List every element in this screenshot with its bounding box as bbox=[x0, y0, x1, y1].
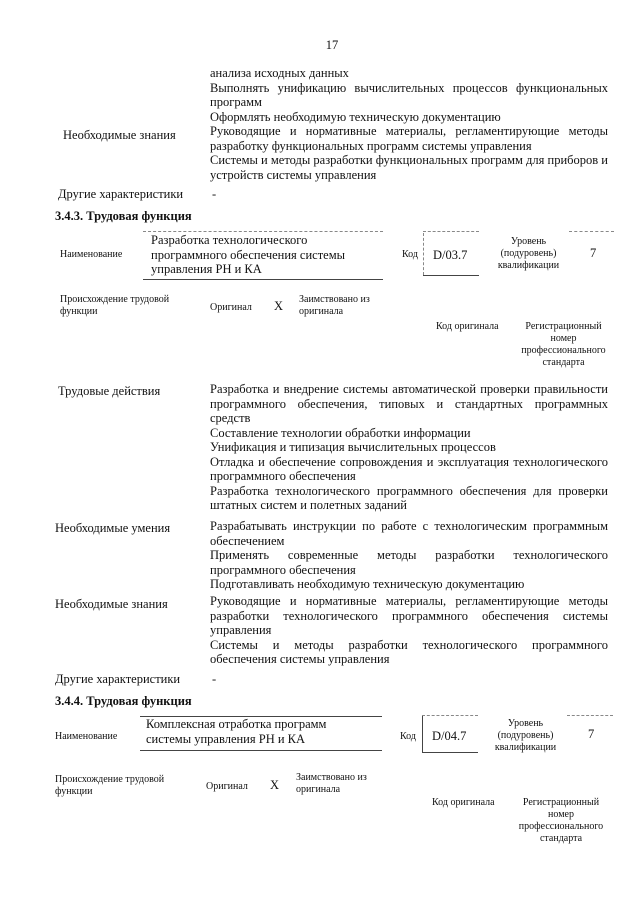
other-value-343: - bbox=[212, 672, 217, 686]
name-label-344: Наименование bbox=[55, 731, 118, 742]
reg-number-label: Регистрационный номер профессионального стандарта bbox=[521, 321, 606, 368]
action-item: Отладка и обеспечение сопровождения и эксплуатация технологического программного обеспечения bbox=[210, 454, 608, 483]
skills-cont-line: Выполнять унификацию вычислительных процессов функциональных программ bbox=[210, 80, 608, 109]
name-label: Наименование bbox=[60, 249, 123, 260]
level-label: Уровень (подуровень) квалификации bbox=[497, 236, 560, 271]
skills-cont-line: анализа исходных данных bbox=[210, 66, 349, 80]
skills-cont-line: Оформлять необходимую техническую документацию bbox=[210, 109, 501, 124]
original-mark-344: X bbox=[270, 778, 280, 792]
section-heading-344: 3.4.4. Трудовая функция bbox=[55, 694, 192, 708]
action-item: Разработка технологического программного обеспечения для проверки штатных систем и полетных заданий bbox=[210, 483, 608, 512]
original-label-344: Оригинал bbox=[206, 781, 248, 792]
other-label: Другие характеристики bbox=[58, 187, 184, 201]
knowledge-label: Необходимые знания bbox=[63, 128, 176, 142]
code-box-bottom-344 bbox=[422, 752, 478, 753]
code-box-left-344 bbox=[422, 716, 423, 752]
skill-item: Разрабатывать инструкции по работе с технологическим программным обеспечением bbox=[210, 519, 608, 548]
code-box-top bbox=[423, 231, 479, 232]
knowledge-item: Системы и методы разработки функциональных программ для приборов и устройств системы управления bbox=[210, 153, 608, 182]
page-number: 17 bbox=[325, 38, 339, 52]
code-value: D/03.7 bbox=[433, 248, 468, 262]
origin-label: Происхождение трудовой функции bbox=[60, 294, 170, 317]
code-original-label: Код оригинала bbox=[436, 321, 499, 332]
level-label-344: Уровень (подуровень) квалификации bbox=[494, 718, 557, 753]
name-value: Разработка технологического программного обеспечения системы управления РН и КА bbox=[151, 233, 346, 276]
knowledge-item: Руководящие и нормативные материалы, регламентирующие методы разработки технологического программного обеспечения системы управления bbox=[210, 594, 608, 637]
level-box-top-344 bbox=[567, 715, 613, 716]
other-label-343: Другие характеристики bbox=[55, 672, 181, 686]
skill-item: Применять современные методы разработки технологического программного обеспечения bbox=[210, 548, 608, 577]
knowledge-list bbox=[210, 124, 608, 182]
name-bottom-line-344 bbox=[140, 750, 382, 751]
origin-label-344: Происхождение трудовой функции bbox=[55, 774, 165, 797]
borrowed-label: Заимствовано из оригинала bbox=[299, 294, 370, 317]
level-value: 7 bbox=[590, 246, 597, 260]
code-box-bottom bbox=[423, 275, 479, 276]
original-label: Оригинал bbox=[210, 302, 252, 313]
skill-item: Подготавливать необходимую техническую документацию bbox=[210, 577, 525, 591]
actions-list bbox=[210, 382, 608, 513]
reg-number-label-344: Регистрационный номер профессионального стандарта bbox=[518, 797, 604, 844]
code-value-344: D/04.7 bbox=[432, 729, 467, 743]
section-heading-343: 3.4.3. Трудовая функция bbox=[55, 209, 192, 223]
original-mark: X bbox=[274, 299, 284, 313]
code-box-top-344 bbox=[422, 715, 478, 716]
level-value-344: 7 bbox=[588, 727, 595, 741]
level-box-top bbox=[569, 231, 614, 232]
other-value: - bbox=[212, 187, 217, 201]
knowledge-item: Руководящие и нормативные материалы, регламентирующие методы разработку функциональных программ системы управления bbox=[210, 124, 608, 153]
knowledge-list-343 bbox=[210, 594, 608, 667]
action-item: Разработка и внедрение системы автоматической проверки правильности программного обеспечения, типовых и стандартных программных средств bbox=[210, 382, 608, 425]
action-item: Унификация и типизация вычислительных процессов bbox=[210, 440, 496, 454]
skills-label: Необходимые умения bbox=[55, 521, 171, 535]
code-label-344: Код bbox=[400, 731, 416, 742]
knowledge-label-343: Необходимые знания bbox=[55, 597, 168, 611]
name-top-line bbox=[143, 231, 383, 232]
borrowed-label-344: Заимствовано из оригинала bbox=[296, 772, 367, 795]
knowledge-item: Системы и методы разработки технологического программного обеспечения системы управления bbox=[210, 637, 608, 666]
name-bottom-line bbox=[143, 279, 383, 280]
code-original-label-344: Код оригинала bbox=[432, 797, 495, 808]
skills-continuation bbox=[210, 66, 608, 124]
actions-label: Трудовые действия bbox=[58, 384, 161, 398]
code-box-left bbox=[423, 233, 424, 275]
code-label: Код bbox=[402, 249, 418, 260]
skills-list bbox=[210, 519, 608, 592]
action-item: Составление технологии обработки информации bbox=[210, 425, 471, 440]
name-value-344: Комплексная отработка программ системы управления РН и КА bbox=[146, 717, 327, 746]
